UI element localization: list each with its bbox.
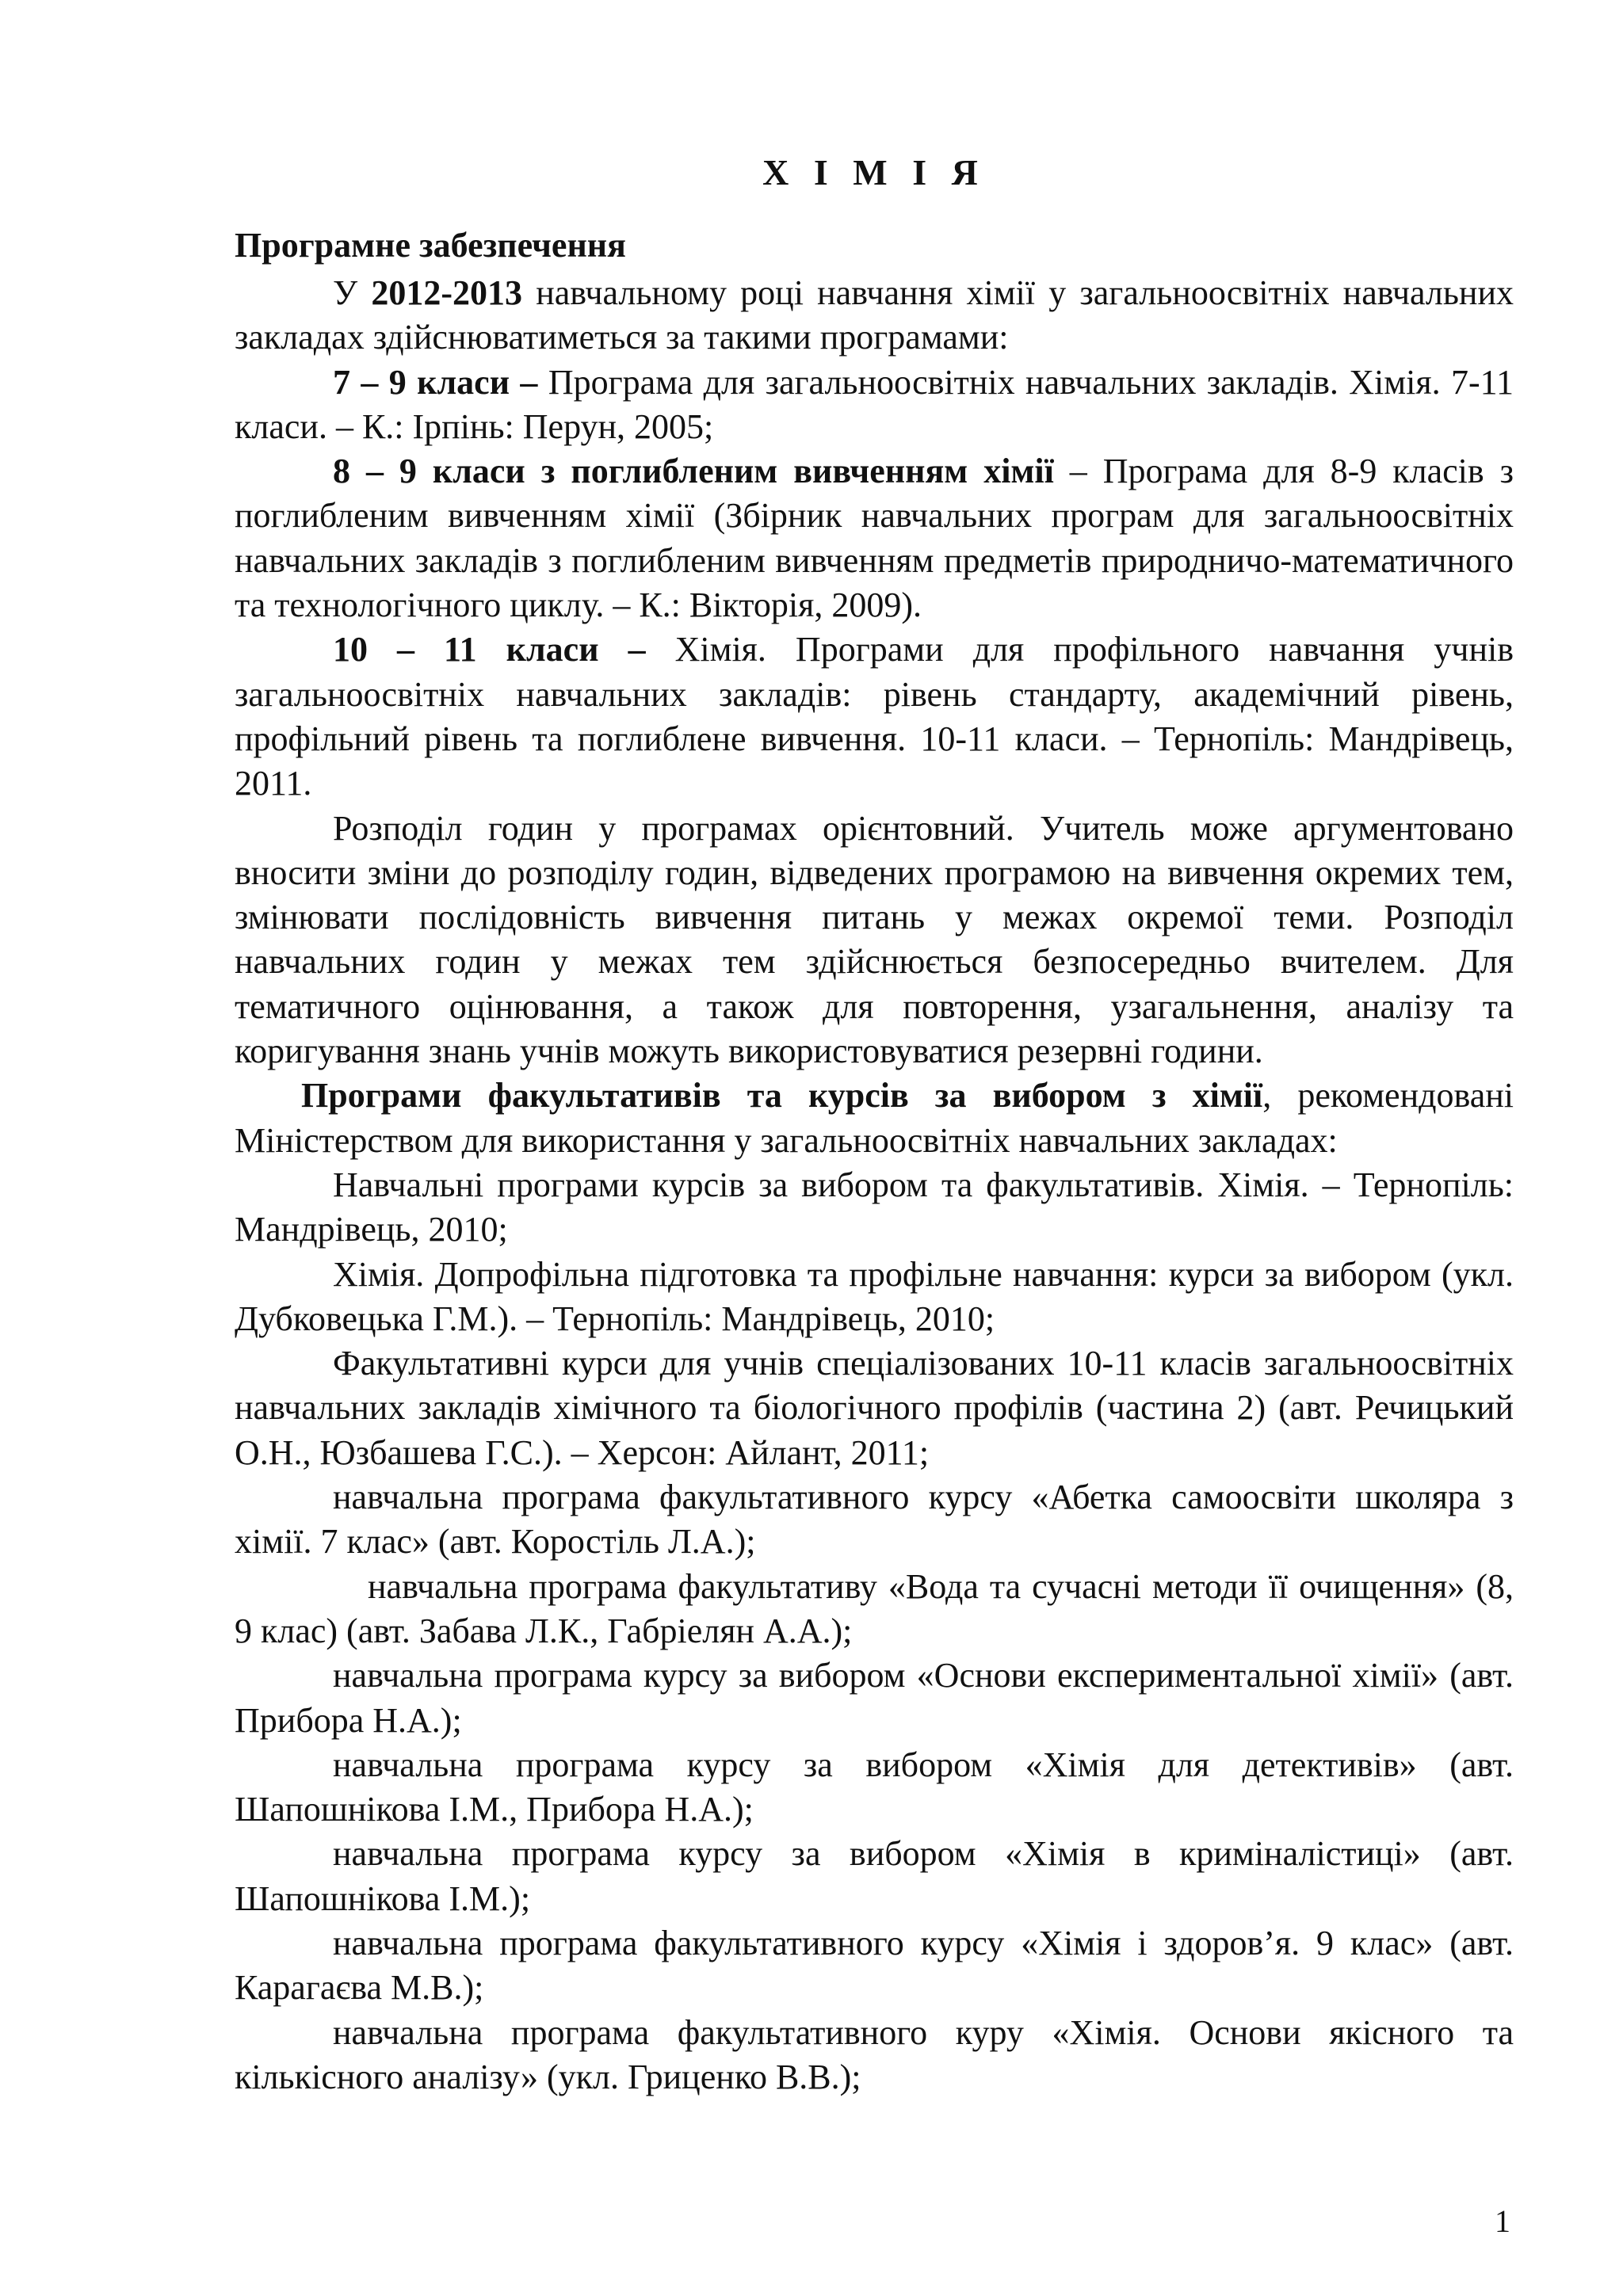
section-heading: Програмне забезпечення <box>235 226 626 265</box>
intro-paragraph <box>235 271 1514 360</box>
hours-note-paragraph: Розподіл годин у програмах орієнтовний. Учитель може аргументовано вносити зміни до розподілу годин, відведених програмою на вивчення окремих тем, змінювати послідовність вивчення питань у межах окремої теми. Розподіл навчальних годин у межах тем здійснюється безпосередньо вчителем. Для тематичного оцінювання, а також для повторення, узагальнення, аналізу та коригування знань учнів можуть використовуватися резервні години. <box>235 808 1514 1071</box>
program-8-9-text: – Програма для 8-9 класів з поглибленим вивченням хімії (Збірник навчальних програм для загальноосвітніх навчальних закладів з поглибленим вивченням предметів природничо-математичного та технологічного циклу. – К.: Вікторія, 2009). <box>235 452 1514 625</box>
program-8-9-label: 8 – 9 класи з поглибленим вивченням хімії <box>333 452 1054 491</box>
elective-item: Навчальні програми курсів за вибором та факультативів. Хімія. – Тернопіль: Мандрівець, 2010; <box>235 1165 1514 1249</box>
intro-text: навчальному році навчання хімії у загальноосвітніх навчальних закладах здійснюватиметься за такими програмами: <box>235 273 1514 357</box>
elective-item: навчальна програма курсу за вибором «Хімія для детективів» (авт. Шапошнікова І.М., Прибора Н.А.); <box>235 1745 1514 1829</box>
program-8-9-paragraph <box>235 449 1514 627</box>
page-number: 1 <box>1495 2203 1510 2239</box>
electives-paragraph <box>235 1074 1514 1163</box>
intro-year: 2012-2013 <box>371 273 522 312</box>
elective-item: навчальна програма факультативу «Вода та сучасні методи її очищення» (8, 9 клас) (авт. Забава Л.К., Габріелян А.А.); <box>235 1566 1514 1650</box>
elective-item: навчальна програма курсу за вибором «Хімія в криміналістиці» (авт. Шапошнікова І.М.); <box>235 1834 1514 1918</box>
program-10-11-label: 10 – 11 класи – <box>333 630 646 669</box>
program-7-9-label: 7 – 9 класи – <box>333 362 538 402</box>
elective-item: навчальна програма курсу за вибором «Основи експериментальної хімії» (авт. Прибора Н.А.); <box>235 1656 1514 1740</box>
elective-item: Хімія. Допрофільна підготовка та профільне навчання: курси за вибором (укл. Дубковецька Г.М.). – Тернопіль: Мандрівець, 2010; <box>235 1254 1514 1338</box>
electives-label: Програми факультативів та курсів за вибором з хімії <box>301 1076 1263 1116</box>
document-page <box>235 151 1514 2100</box>
program-7-9-text: Програма для загальноосвітніх навчальних закладів. Хімія. 7-11 класи. – К.: Ірпінь: Перун, 2005; <box>235 362 1514 446</box>
elective-item: навчальна програма факультативного курсу «Абетка самоосвіти школяра з хімії. 7 клас» (авт. Коростіль Л.А.); <box>235 1478 1514 1562</box>
elective-item: навчальна програма факультативного курсу «Хімія і здоров’я. 9 клас» (авт. Карагаєва М.В.); <box>235 1923 1514 2008</box>
program-10-11-paragraph <box>235 627 1514 806</box>
program-7-9-paragraph <box>235 360 1514 450</box>
elective-item: навчальна програма факультативного куру «Хімія. Основи якісного та кількісного аналізу» (укл. Гриценко В.В.); <box>235 2012 1514 2096</box>
intro-prefix: У <box>333 273 372 312</box>
program-10-11-text: Хімія. Програми для профільного навчання учнів загальноосвітніх навчальних закладів: рівень стандарту, академічний рівень, профільний рівень та поглиблене вивчення. 10-11 класи. – Тернопіль: Мандрівець, 2011. <box>235 630 1514 803</box>
page-title: Х І М І Я <box>762 152 986 193</box>
elective-item: Факультативні курси для учнів спеціалізованих 10-11 класів загальноосвітніх навчальних закладів хімічного та біологічного профілів (частина 2) (авт. Речицький О.Н., Юзбашева Г.С.). – Херсон: Айлант, 2011; <box>235 1344 1514 1472</box>
electives-text: , рекомендовані Міністерством для використання у загальноосвітніх навчальних закладах: <box>235 1076 1514 1160</box>
